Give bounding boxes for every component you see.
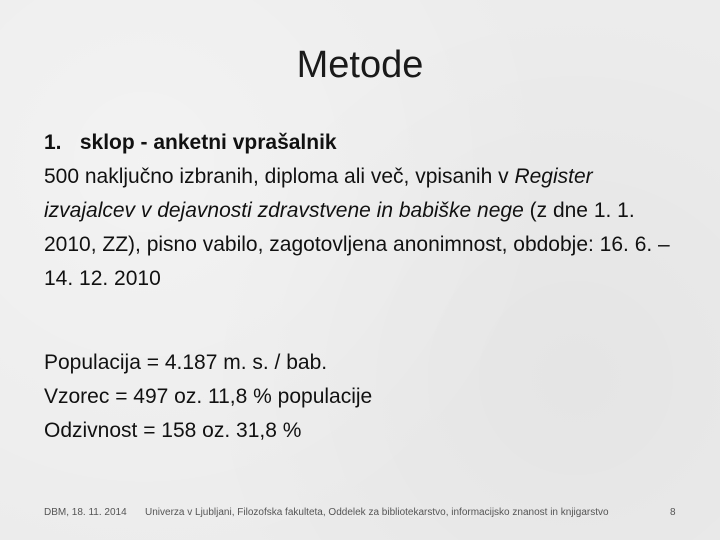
- footer-date: DBM, 18. 11. 2014: [44, 507, 127, 518]
- statistics-block: [44, 346, 372, 448]
- method-paragraph: [44, 160, 684, 296]
- footer-page-number: 8: [670, 507, 676, 518]
- slide-title: Metode: [296, 44, 424, 86]
- item-number: 1.: [44, 131, 62, 154]
- stat-population: Populacija = 4.187 m. s. / bab.: [44, 351, 328, 374]
- slide-body: [44, 126, 684, 296]
- stat-response-rate: Odzivnost = 158 oz. 31,8 %: [44, 419, 302, 442]
- paragraph-italic-register: Register izvajalcev v dejavnosti zdravstvene in babiške nege: [44, 165, 593, 222]
- stat-sample: Vzorec = 497 oz. 11,8 % populacije: [44, 385, 373, 408]
- numbered-item-heading: [44, 126, 684, 160]
- paragraph-part-2: (z dne 1. 1. 2010, ZZ), pisno vabilo, zagotovljena anonimnost, obdobje: 16. 6. – 14. 12. 2010: [44, 199, 670, 290]
- paragraph-part-1: 500 naključno izbranih, diploma ali več, vpisanih v: [44, 165, 515, 188]
- footer-institution: Univerza v Ljubljani, Filozofska fakulteta, Oddelek za bibliotekarstvo, informacijsko znanost in knjigarstvo: [145, 507, 609, 518]
- item-heading-text: sklop - anketni vprašalnik: [79, 131, 337, 154]
